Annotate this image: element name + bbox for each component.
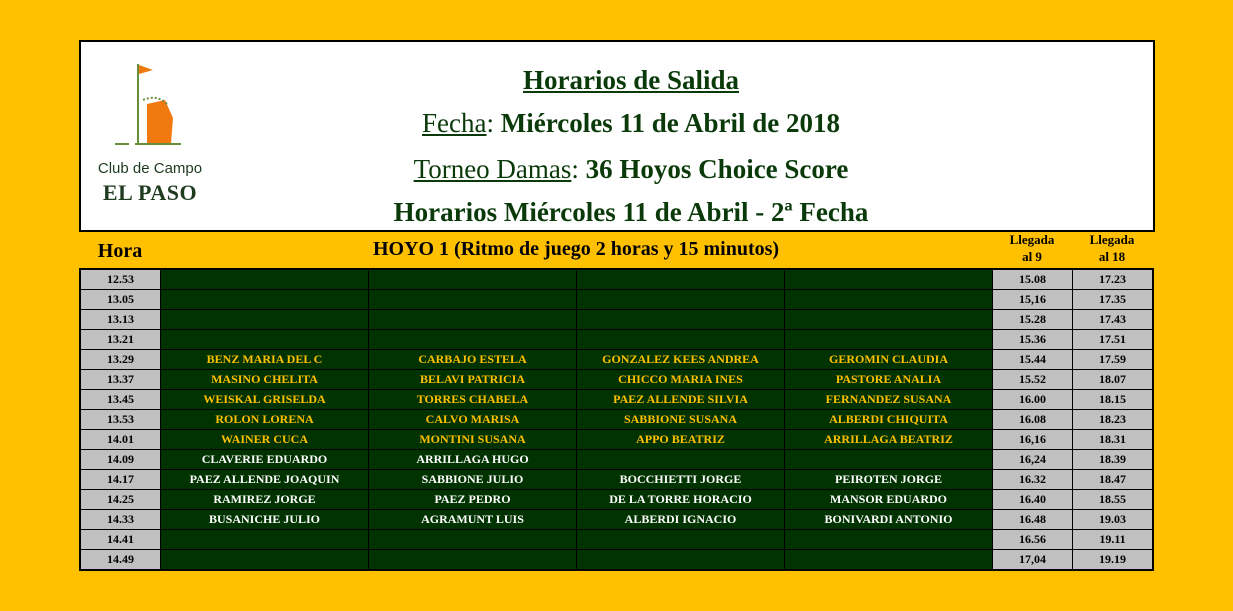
llegada-18-cell: 17.23: [1073, 269, 1154, 290]
player-cell: DE LA TORRE HORACIO: [577, 490, 785, 510]
fecha-line: Fecha: Miércoles 11 de Abril de 2018: [422, 108, 840, 138]
logo-club-label: Club de Campo: [97, 160, 203, 177]
table-row: [80, 290, 1153, 310]
player-cell: ROLON LORENA: [161, 410, 369, 430]
llegada-9-line1: Llegada: [1009, 232, 1055, 247]
player-cell: [785, 310, 993, 330]
llegada-9-cell: 16.56: [993, 530, 1073, 550]
player-cell: [369, 290, 577, 310]
player-cell: [785, 269, 993, 290]
llegada-9-cell: 15.08: [993, 269, 1073, 290]
column-header-hora: Hora: [97, 240, 143, 262]
llegada-9-cell: 15.36: [993, 330, 1073, 350]
player-cell: SABBIONE JULIO: [369, 470, 577, 490]
player-cell: [369, 330, 577, 350]
hora-cell: 12.53: [80, 269, 161, 290]
player-cell: [369, 310, 577, 330]
table-row: [80, 510, 1153, 530]
hora-cell: 14.33: [80, 510, 161, 530]
fecha-label: Fecha: [422, 108, 487, 138]
player-cell: PASTORE ANALIA: [785, 370, 993, 390]
tee-times-table: [79, 268, 1154, 571]
player-cell: [785, 290, 993, 310]
player-cell: [161, 330, 369, 350]
player-cell: [161, 290, 369, 310]
torneo-line: Torneo Damas: 36 Hoyos Choice Score: [413, 154, 849, 184]
hora-cell: 13.37: [80, 370, 161, 390]
player-cell: MASINO CHELITA: [161, 370, 369, 390]
llegada-9-cell: 15.52: [993, 370, 1073, 390]
llegada-18-cell: 17.51: [1073, 330, 1154, 350]
player-cell: [577, 530, 785, 550]
player-cell: WEISKAL GRISELDA: [161, 390, 369, 410]
llegada-18-cell: 18.15: [1073, 390, 1154, 410]
hora-cell: 14.17: [80, 470, 161, 490]
player-cell: GEROMIN CLAUDIA: [785, 350, 993, 370]
player-cell: [577, 550, 785, 571]
player-cell: APPO BEATRIZ: [577, 430, 785, 450]
player-cell: BONIVARDI ANTONIO: [785, 510, 993, 530]
logo-club-name: EL PASO: [102, 180, 198, 205]
llegada-9-cell: 16.48: [993, 510, 1073, 530]
table-row: [80, 269, 1153, 290]
llegada-9-cell: 16,16: [993, 430, 1073, 450]
llegada-18-cell: 18.07: [1073, 370, 1154, 390]
table-row: [80, 370, 1153, 390]
player-cell: [161, 530, 369, 550]
player-cell: ALBERDI CHIQUITA: [785, 410, 993, 430]
llegada-18-cell: 18.47: [1073, 470, 1154, 490]
player-cell: CALVO MARISA: [369, 410, 577, 430]
llegada-18-cell: 17.43: [1073, 310, 1154, 330]
player-cell: [369, 550, 577, 571]
llegada-9-line2: al 9: [1022, 249, 1042, 264]
llegada-18-line2: al 18: [1098, 249, 1126, 264]
player-cell: TORRES CHABELA: [369, 390, 577, 410]
player-cell: RAMIREZ JORGE: [161, 490, 369, 510]
player-cell: GONZALEZ KEES ANDREA: [577, 350, 785, 370]
llegada-9-cell: 16.08: [993, 410, 1073, 430]
player-cell: [577, 450, 785, 470]
player-cell: PAEZ ALLENDE JOAQUIN: [161, 470, 369, 490]
table-row: [80, 390, 1153, 410]
hora-cell: 13.53: [80, 410, 161, 430]
llegada-18-cell: 19.03: [1073, 510, 1154, 530]
player-cell: [577, 290, 785, 310]
table-row: [80, 530, 1153, 550]
player-cell: CARBAJO ESTELA: [369, 350, 577, 370]
llegada-18-cell: 17.59: [1073, 350, 1154, 370]
torneo-label: Torneo Damas: [413, 154, 572, 184]
torneo-value: 36 Hoyos Choice Score: [585, 154, 849, 184]
fecha-value: Miércoles 11 de Abril de 2018: [500, 108, 840, 138]
hora-cell: 13.13: [80, 310, 161, 330]
hora-cell: 14.01: [80, 430, 161, 450]
llegada-9-cell: 16.00: [993, 390, 1073, 410]
player-cell: [161, 269, 369, 290]
table-row: [80, 330, 1153, 350]
player-cell: MONTINI SUSANA: [369, 430, 577, 450]
player-cell: AGRAMUNT LUIS: [369, 510, 577, 530]
llegada-9-cell: 15.28: [993, 310, 1073, 330]
llegada-9-cell: 15.44: [993, 350, 1073, 370]
player-cell: [785, 530, 993, 550]
hora-cell: 14.25: [80, 490, 161, 510]
player-cell: ARRILLAGA HUGO: [369, 450, 577, 470]
player-cell: WAINER CUCA: [161, 430, 369, 450]
llegada-18-cell: 17.35: [1073, 290, 1154, 310]
table-row: [80, 470, 1153, 490]
player-cell: [577, 310, 785, 330]
llegada-9-cell: 15,16: [993, 290, 1073, 310]
llegada-18-cell: 19.19: [1073, 550, 1154, 571]
player-cell: CLAVERIE EDUARDO: [161, 450, 369, 470]
column-header-hoyo: HOYO 1 (Ritmo de juego 2 horas y 15 minutos): [372, 238, 780, 260]
hora-cell: 14.41: [80, 530, 161, 550]
llegada-18-line1: Llegada: [1089, 232, 1135, 247]
table-row: [80, 350, 1153, 370]
player-cell: [577, 330, 785, 350]
llegada-18-cell: 18.39: [1073, 450, 1154, 470]
player-cell: BELAVI PATRICIA: [369, 370, 577, 390]
player-cell: FERNANDEZ SUSANA: [785, 390, 993, 410]
player-cell: [577, 269, 785, 290]
player-cell: ARRILLAGA BEATRIZ: [785, 430, 993, 450]
table-row: [80, 550, 1153, 571]
hora-cell: 13.21: [80, 330, 161, 350]
llegada-18-cell: 18.55: [1073, 490, 1154, 510]
llegada-9-cell: 16,24: [993, 450, 1073, 470]
player-cell: [161, 310, 369, 330]
subtitle: Horarios Miércoles 11 de Abril - 2ª Fecha: [393, 197, 869, 227]
golf-flag-icon: [95, 60, 205, 160]
hora-cell: 14.09: [80, 450, 161, 470]
table-row: [80, 490, 1153, 510]
llegada-18-cell: 19.11: [1073, 530, 1154, 550]
llegada-9-cell: 16.32: [993, 470, 1073, 490]
player-cell: CHICCO MARIA INES: [577, 370, 785, 390]
llegada-18-cell: 18.23: [1073, 410, 1154, 430]
hora-cell: 14.49: [80, 550, 161, 571]
column-header-llegada-18: [1072, 231, 1152, 265]
title-block: [231, 60, 1031, 232]
table-row: [80, 310, 1153, 330]
player-cell: [369, 269, 577, 290]
table-row: [80, 410, 1153, 430]
page-title: Horarios de Salida: [522, 65, 739, 95]
player-cell: MANSOR EDUARDO: [785, 490, 993, 510]
llegada-9-cell: 17,04: [993, 550, 1073, 571]
player-cell: ALBERDI IGNACIO: [577, 510, 785, 530]
hora-cell: 13.45: [80, 390, 161, 410]
player-cell: BUSANICHE JULIO: [161, 510, 369, 530]
llegada-9-cell: 16.40: [993, 490, 1073, 510]
hora-cell: 13.29: [80, 350, 161, 370]
player-cell: BENZ MARIA DEL C: [161, 350, 369, 370]
table-row: [80, 430, 1153, 450]
table-row: [80, 450, 1153, 470]
llegada-18-cell: 18.31: [1073, 430, 1154, 450]
player-cell: PEIROTEN JORGE: [785, 470, 993, 490]
player-cell: [785, 330, 993, 350]
player-cell: [785, 450, 993, 470]
player-cell: [369, 530, 577, 550]
player-cell: BOCCHIETTI JORGE: [577, 470, 785, 490]
player-cell: PAEZ ALLENDE SILVIA: [577, 390, 785, 410]
player-cell: [161, 550, 369, 571]
header-panel: [79, 40, 1155, 232]
column-header-llegada-9: [992, 231, 1072, 265]
hora-cell: 13.05: [80, 290, 161, 310]
player-cell: SABBIONE SUSANA: [577, 410, 785, 430]
player-cell: PAEZ PEDRO: [369, 490, 577, 510]
player-cell: [785, 550, 993, 571]
club-logo: [95, 60, 205, 210]
